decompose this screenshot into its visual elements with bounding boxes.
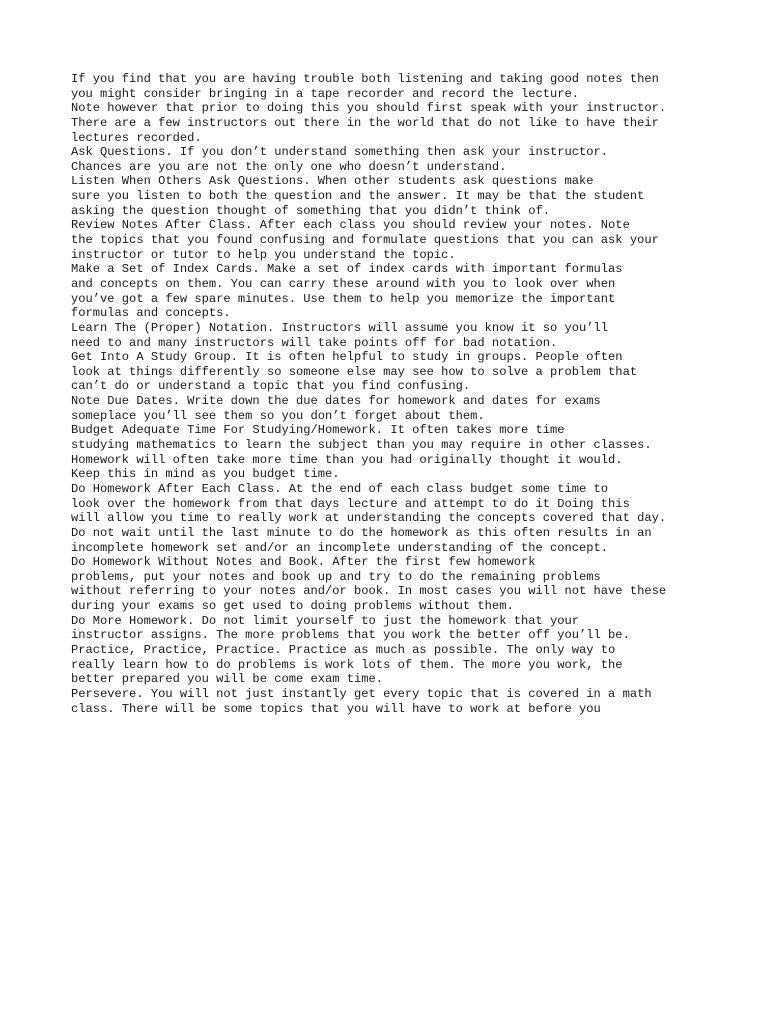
text-line: studying mathematics to learn the subject than you may require in other classes.: [71, 438, 652, 453]
text-line: and concepts on them. You can carry these around with you to look over when: [71, 276, 616, 291]
text-line: Chances are you are not the only one who doesn’t understand.: [71, 159, 507, 174]
text-line: Homework will often take more time than you had originally thought it would.: [71, 452, 623, 467]
text-line: better prepared you will be come exam time.: [71, 672, 384, 687]
body-text: [71, 72, 751, 716]
text-line: There are a few instructors out there in the world that do not like to have their: [71, 115, 659, 130]
text-line: you might consider bringing in a tape recorder and record the lecture.: [71, 86, 580, 101]
text-line: the topics that you found confusing and formulate questions that you can ask your: [71, 233, 659, 248]
text-line: Do More Homework. Do not limit yourself to just the homework that your: [71, 613, 580, 628]
text-line: Listen When Others Ask Questions. When other students ask questions make: [71, 174, 594, 189]
text-line: you’ve got a few spare minutes. Use them to help you memorize the important: [71, 291, 616, 306]
text-line: during your exams so get used to doing problems without them.: [71, 599, 514, 614]
text-line: If you find that you are having trouble both listening and taking good notes then: [71, 72, 659, 86]
text-line: sure you listen to both the question and the answer. It may be that the student: [71, 189, 645, 204]
text-line: lectures recorded.: [71, 130, 202, 145]
text-line: can’t do or understand a topic that you find confusing.: [71, 379, 471, 394]
text-line: Budget Adequate Time For Studying/Homework. It often takes more time: [71, 423, 565, 438]
text-line: Learn The (Proper) Notation. Instructors will assume you know it so you’ll: [71, 320, 609, 335]
text-line: Keep this in mind as you budget time.: [71, 467, 340, 482]
text-line: need to and many instructors will take points off for bad notation.: [71, 335, 558, 350]
text-line: Practice, Practice, Practice. Practice as much as possible. The only way to: [71, 642, 616, 657]
text-line: will allow you time to really work at understanding the concepts covered that day.: [71, 511, 667, 526]
text-line: Get Into A Study Group. It is often helpful to study in groups. People often: [71, 350, 623, 365]
text-line: look at things differently so someone else may see how to solve a problem that: [71, 364, 638, 379]
text-line: Note Due Dates. Write down the due dates for homework and dates for exams: [71, 394, 601, 409]
text-line: instructor assigns. The more problems that you work the better off you’ll be.: [71, 628, 630, 643]
text-line: someplace you’ll see them so you don’t forget about them.: [71, 408, 485, 423]
text-line: Note however that prior to doing this you should first speak with your instructor.: [71, 101, 667, 116]
text-line: without referring to your notes and/or book. In most cases you will not have these: [71, 584, 667, 599]
text-line: Ask Questions. If you don’t understand something then ask your instructor.: [71, 145, 609, 160]
text-line: formulas and concepts.: [71, 306, 231, 321]
text-line: Do Homework After Each Class. At the end of each class budget some time to: [71, 481, 609, 496]
text-line: problems, put your notes and book up and try to do the remaining problems: [71, 569, 601, 584]
text-line: Do Homework Without Notes and Book. After the first few homework: [71, 555, 536, 570]
text-line: look over the homework from that days lecture and attempt to do it Doing this: [71, 496, 630, 511]
text-line: instructor or tutor to help you understand the topic.: [71, 247, 456, 262]
text-line: asking the question thought of something that you didn’t think of.: [71, 203, 550, 218]
text-line: Persevere. You will not just instantly get every topic that is covered in a math: [71, 686, 652, 701]
text-line: class. There will be some topics that you will have to work at before you: [71, 701, 601, 716]
text-line: really learn how to do problems is work lots of them. The more you work, the: [71, 657, 623, 672]
text-line: incomplete homework set and/or an incomplete understanding of the concept.: [71, 540, 609, 555]
text-line: Make a Set of Index Cards. Make a set of index cards with important formulas: [71, 262, 623, 277]
text-line: Review Notes After Class. After each class you should review your notes. Note: [71, 218, 630, 233]
text-line: Do not wait until the last minute to do the homework as this often results in an: [71, 525, 652, 540]
